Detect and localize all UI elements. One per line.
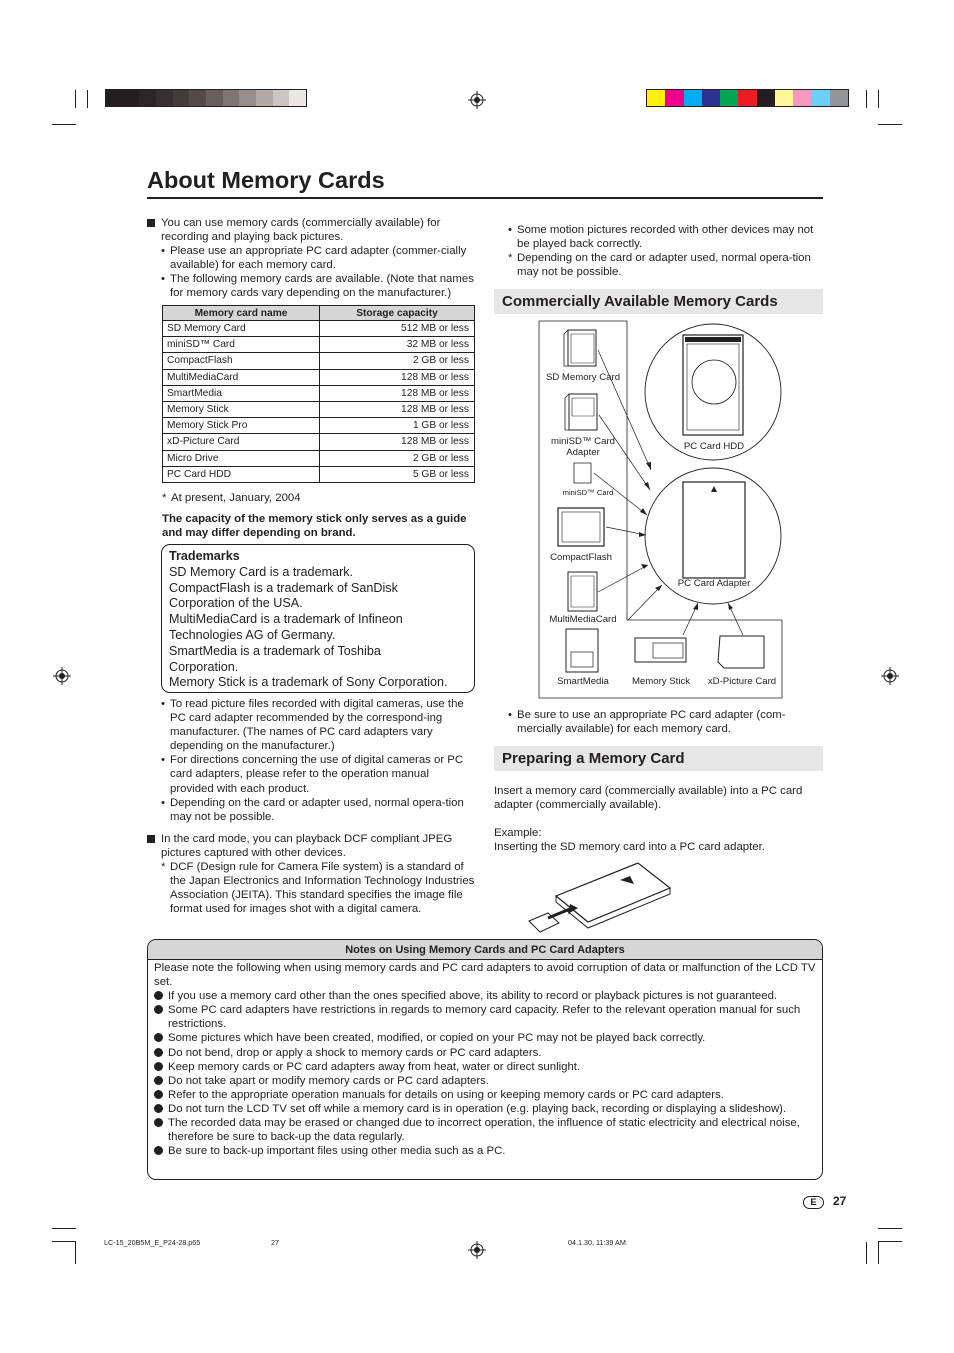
trademark-line: Corporation. (169, 659, 239, 674)
memory-stick-label: Memory Stick (631, 676, 691, 687)
dcf-section (147, 832, 477, 917)
card-capacity: 1 GB or less (320, 418, 475, 434)
crop-mark (52, 124, 76, 125)
color-swatch (811, 90, 830, 106)
minisd-label: miniSD™ Card (562, 488, 614, 497)
memory-stick-icon (635, 638, 686, 662)
table-row (163, 337, 475, 353)
registration-mark-icon (468, 91, 486, 109)
process-color-bar (647, 90, 848, 106)
card-capacity: 128 MB or less (320, 385, 475, 401)
footer-file-page: 27 (271, 1238, 279, 1247)
page-title: About Memory Cards (147, 167, 385, 193)
notes-intro: Please note the following when using memory cards and PC card adapters to avoid corruption of data or malfunction of the LCD TV set. (154, 962, 816, 989)
card-capacity: 2 GB or less (320, 353, 475, 369)
notes-item: Keep memory cards or PC card adapters away from heat, water or direct sunlight. (154, 1060, 816, 1074)
memory-card-table (162, 305, 475, 483)
bullet-item: • Depending on the card or adapter used, normal opera-tion may not be possible. (161, 796, 474, 824)
color-swatch (256, 90, 273, 106)
table-row (163, 385, 475, 401)
card-capacity: 128 MB or less (320, 369, 475, 385)
example-text: Inserting the SD memory card into a PC card adapter. (494, 841, 765, 853)
crop-mark (866, 1242, 867, 1264)
title-rule (147, 197, 823, 199)
bullet-item: • To read picture files recorded with digital cameras, use the PC card adapter recommended by the correspond-ing manufacturer. (The names of PC card adapters vary depending on the manufacturer.) (161, 697, 474, 753)
notes-item: Do not bend, drop or apply a shock to memory cards or PC card adapters. (154, 1046, 816, 1060)
color-swatch (793, 90, 812, 106)
notes-body (148, 960, 822, 1158)
color-swatch (139, 90, 156, 106)
notes-item: If you use a memory card other than the ones specified above, its ability to record or playback pictures is not guaranteed. (154, 989, 816, 1003)
intro-bullet: • Please use an appropriate PC card adapter (commer-cially available) for each memory card. (161, 244, 477, 272)
crop-mark (52, 1228, 76, 1229)
card-capacity: 512 MB or less (320, 321, 475, 337)
bullet-item: • For directions concerning the use of digital cameras or PC card adapters, please refer to the operation manual provided with each product. (161, 753, 474, 795)
section-heading-preparing: Preparing a Memory Card (494, 746, 823, 771)
registration-mark-icon (53, 667, 71, 685)
notes-item: Some PC card adapters have restrictions in regards to memory card capacity. Refer to the relevant operation manual for such restrictions. (154, 1003, 816, 1031)
left-bullets (161, 697, 474, 824)
trademark-line: SD Memory Card is a trademark. (169, 564, 354, 579)
footer-timestamp: 04.1.30, 11:39 AM (568, 1238, 626, 1247)
notes-item: Some pictures which have been created, modified, or copied on your PC may not be played back correctly. (154, 1031, 816, 1045)
crop-mark (87, 90, 88, 108)
card-name: miniSD™ Card (163, 337, 320, 353)
trademarks-title: Trademarks (169, 549, 240, 563)
card-name: PC Card HDD (163, 466, 320, 482)
table-footnote (162, 491, 472, 505)
table-row (163, 450, 475, 466)
intro-paragraph: You can use memory cards (commercially available) for recording and playing back pictures. (147, 216, 477, 244)
pc-card-hdd-label: PC Card HDD (683, 441, 745, 452)
color-swatch (830, 90, 849, 106)
xd-card-label: xD-Picture Card (707, 676, 777, 687)
xd-picture-card-icon (718, 636, 764, 668)
asterisk-note: * Depending on the card or adapter used, normal opera-tion may not be possible. (508, 251, 816, 279)
table-row (163, 353, 475, 369)
color-swatch (239, 90, 256, 106)
crop-mark (878, 1228, 902, 1229)
color-swatch (123, 90, 140, 106)
card-name: SmartMedia (163, 385, 320, 401)
smartmedia-icon (566, 629, 598, 672)
footer-filename: LC-15_20B5M_E_P24-28.p65 (104, 1238, 201, 1247)
crop-mark (878, 124, 902, 125)
minisd-adapter-label-line1: miniSD™ Card (551, 436, 615, 447)
card-name: SD Memory Card (163, 321, 320, 337)
memory-card-table-wrap (162, 305, 475, 483)
table-row (163, 434, 475, 450)
crop-mark (52, 1241, 76, 1242)
capacity-note: The capacity of the memory stick only serves as a guide and may differ depending on brand. (162, 513, 467, 540)
trademark-line: Corporation of the USA. (169, 596, 303, 611)
prep-text: Insert a memory card (commercially available) into a PC card adapter (commercially available). (494, 785, 803, 812)
color-swatch (775, 90, 794, 106)
minisd-adapter-label (538, 436, 628, 458)
language-badge: E (803, 1196, 824, 1209)
bullet-item: • Some motion pictures recorded with other devices may not be played back correctly. (508, 223, 816, 251)
card-insertion-illustration (526, 858, 676, 936)
page-number: 27 (833, 1194, 847, 1208)
minisd-adapter-icon (565, 394, 597, 430)
color-swatch (156, 90, 173, 106)
sd-card-label: SD Memory Card (545, 372, 621, 383)
trademark-line: SmartMedia is a trademark of Toshiba (169, 643, 381, 658)
compactflash-label: CompactFlash (550, 552, 612, 563)
color-swatch (757, 90, 776, 106)
registration-mark-icon (881, 667, 899, 685)
color-swatch (223, 90, 240, 106)
compactflash-icon (558, 508, 604, 546)
pc-card-hdd-icon (683, 335, 743, 435)
smartmedia-label: SmartMedia (557, 676, 609, 687)
color-swatch (702, 90, 721, 106)
trademark-line: CompactFlash is a trademark of SanDisk (169, 580, 398, 595)
color-swatch (273, 90, 290, 106)
trademark-line: Technologies AG of Germany. (169, 627, 336, 642)
card-capacity: 128 MB or less (320, 434, 475, 450)
notes-item: Do not take apart or modify memory cards or PC card adapters. (154, 1074, 816, 1088)
color-swatch (173, 90, 190, 106)
card-name: CompactFlash (163, 353, 320, 369)
pc-card-adapter-icon (683, 482, 745, 578)
color-swatch (665, 90, 684, 106)
notes-item: Do not turn the LCD TV set off while a memory card is in operation (e.g. playing back, recording or displaying a slideshow). (154, 1102, 816, 1116)
trademark-line: Memory Stick is a trademark of Sony Corporation. (169, 675, 448, 690)
dcf-note: * DCF (Design rule for Camera File system) is a standard of the Japan Electronics and Information Technology Industries Association (JEITA). This standard specifies the image file format used for images shot with a digital camera. (161, 860, 477, 916)
card-name: xD-Picture Card (163, 434, 320, 450)
left-column (147, 216, 477, 301)
crop-mark (866, 90, 867, 108)
minisd-card-icon (574, 463, 591, 483)
registration-mark-icon (468, 1241, 486, 1259)
color-swatch (684, 90, 703, 106)
crop-mark (878, 90, 879, 108)
crop-mark (75, 1242, 76, 1264)
column-header: Memory card name (163, 306, 320, 321)
multimediacard-icon (568, 572, 597, 611)
section-heading-cards: Commercially Available Memory Cards (494, 289, 823, 314)
footnote-text: * At present, January, 2004 (162, 491, 472, 505)
table-row (163, 401, 475, 417)
card-name: MultiMediaCard (163, 369, 320, 385)
minisd-adapter-label-line2: Adapter (566, 447, 600, 458)
sd-card-icon (564, 330, 596, 366)
gray-color-bar (106, 90, 306, 106)
column-header: Storage capacity (320, 306, 475, 321)
card-capacity: 5 GB or less (320, 466, 475, 482)
notes-item: The recorded data may be erased or changed due to incorrect operation, the influence of static electricity and electrical noise, therefore be sure to back-up the data regularly. (154, 1116, 816, 1144)
table-row (163, 418, 475, 434)
crop-mark (878, 1242, 879, 1264)
color-swatch (106, 90, 123, 106)
pc-card-adapter-label: PC Card Adapter (677, 578, 751, 589)
color-swatch (720, 90, 739, 106)
example-label: Example: (494, 827, 542, 839)
color-swatch (647, 90, 666, 106)
notes-item: Be sure to back-up important files using other media such as a PC. (154, 1144, 816, 1158)
color-swatch (738, 90, 757, 106)
notes-box (147, 939, 823, 1180)
dcf-paragraph: In the card mode, you can playback DCF compliant JPEG pictures captured with other devices. (147, 832, 477, 860)
card-capacity: 32 MB or less (320, 337, 475, 353)
table-header-row (163, 306, 475, 321)
card-capacity: 2 GB or less (320, 450, 475, 466)
right-top-notes (508, 223, 816, 279)
table-row (163, 321, 475, 337)
intro-bullet: • The following memory cards are available. (Note that names for memory cards vary depending on the manufacturer.) (161, 272, 477, 300)
table-row (163, 369, 475, 385)
color-swatch (289, 90, 306, 106)
card-name: Memory Stick (163, 401, 320, 417)
adapter-note (508, 708, 813, 736)
color-swatch (189, 90, 206, 106)
notes-title: Notes on Using Memory Cards and PC Card Adapters (148, 940, 822, 960)
multimediacard-label: MultiMediaCard (549, 614, 617, 625)
crop-mark (878, 1241, 902, 1242)
table-row (163, 466, 475, 482)
color-swatch (206, 90, 223, 106)
crop-mark (75, 90, 76, 108)
notes-item: Refer to the appropriate operation manuals for details on using or keeping memory cards or PC card adapters. (154, 1088, 816, 1102)
adapter-note-text: • Be sure to use an appropriate PC card adapter (com-mercially available) for each memory card. (508, 708, 813, 736)
card-name: Memory Stick Pro (163, 418, 320, 434)
card-name: Micro Drive (163, 450, 320, 466)
card-capacity: 128 MB or less (320, 401, 475, 417)
trademark-line: MultiMediaCard is a trademark of Infineon (169, 612, 403, 627)
trademarks-box (161, 544, 475, 693)
